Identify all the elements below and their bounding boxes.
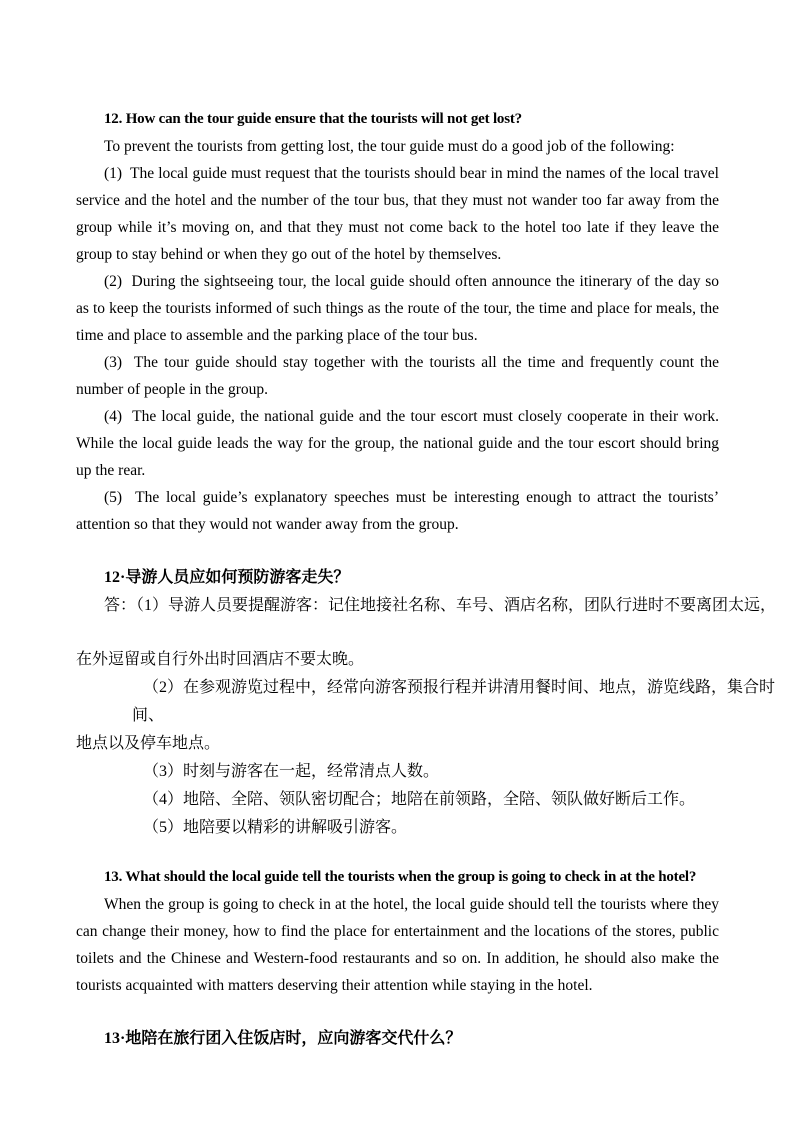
question-13-body-en: When the group is going to check in at the hotel, the local guide should tell the tourists where they can change their money, how to find the place for entertainment and the locations of the stores, public toilets and the Chinese and Western-food restaurants and so on. In addition, he should also make the tourists acquainted with matters deserving their attention while staying in the hotel. <box>76 896 719 994</box>
section-spacer <box>76 538 719 564</box>
question-12-answer-line-7-zh: （4）地陪、全陪、领队密切配合；地陪在前领路，全陪、领队做好断后工作。 <box>143 791 696 808</box>
question-12-heading-zh: 12·导游人员应如何预防游客走失？ <box>104 569 350 586</box>
section-spacer <box>76 999 719 1025</box>
section-spacer <box>76 842 719 864</box>
question-12-answer-line-5-zh: 地点以及停车地点。 <box>76 735 221 752</box>
question-12-answer-line-4-zh: 间、 <box>132 707 165 724</box>
question-13-heading-en: 13. What should the local guide tell the tourists when the group is going to check in at the hotel? <box>104 869 697 885</box>
question-12-item-5-en: (5) The local guide’s explanatory speeches must be interesting enough to attract the tourists’ attention so that they would not wander away from the group. <box>76 489 719 533</box>
question-13-heading-zh: 13·地陪在旅行团入住饭店时，应向游客交代什么？ <box>104 1030 462 1047</box>
document-content <box>76 106 777 1053</box>
question-12-item-3-en: (3) The tour guide should stay together with the tourists all the time and frequently count the number of people in the group. <box>76 354 719 398</box>
line-spacer <box>76 620 719 646</box>
question-12-answer-line-1-zh: 答：（1）导游人员要提醒游客：记住地接社名称、车号、酒店名称，团队行进时不要离团太远， <box>104 597 777 614</box>
question-12-item-1-en: (1) The local guide must request that the tourists should bear in mind the names of the local travel service and the hotel and the number of the tour bus, that they must not wander too far away from the group while it’s moving on, and that they must not come back to the hotel too late if they leave the group to stay behind or when they go out of the hotel by themselves. <box>76 165 719 263</box>
question-12-answer-line-6-zh: （3）时刻与游客在一起，经常清点人数。 <box>143 763 440 780</box>
question-12-item-4-en: (4) The local guide, the national guide and the tour escort must closely cooperate in their work. While the local guide leads the way for the group, the national guide and the tour escort should bring up the rear. <box>76 408 719 479</box>
question-12-answer-line-2-zh: 在外逗留或自行外出时回酒店不要太晚。 <box>76 651 365 668</box>
question-12-heading-en: 12. How can the tour guide ensure that the tourists will not get lost? <box>104 111 522 127</box>
question-12-answer-line-3-zh: （2）在参观游览过程中，经常向游客预报行程并讲清用餐时间、地点，游览线路，集合时 <box>143 679 776 696</box>
question-12-answer-line-8-zh: （5）地陪要以精彩的讲解吸引游客。 <box>143 819 408 836</box>
question-12-item-2-en: (2) During the sightseeing tour, the local guide should often announce the itinerary of the day so as to keep the tourists informed of such things as the route of the tour, the time and place for meals, the time and place to assemble and the parking place of the tour bus. <box>76 273 719 344</box>
question-12-intro-en: To prevent the tourists from getting lost, the tour guide must do a good job of the following: <box>104 138 675 155</box>
